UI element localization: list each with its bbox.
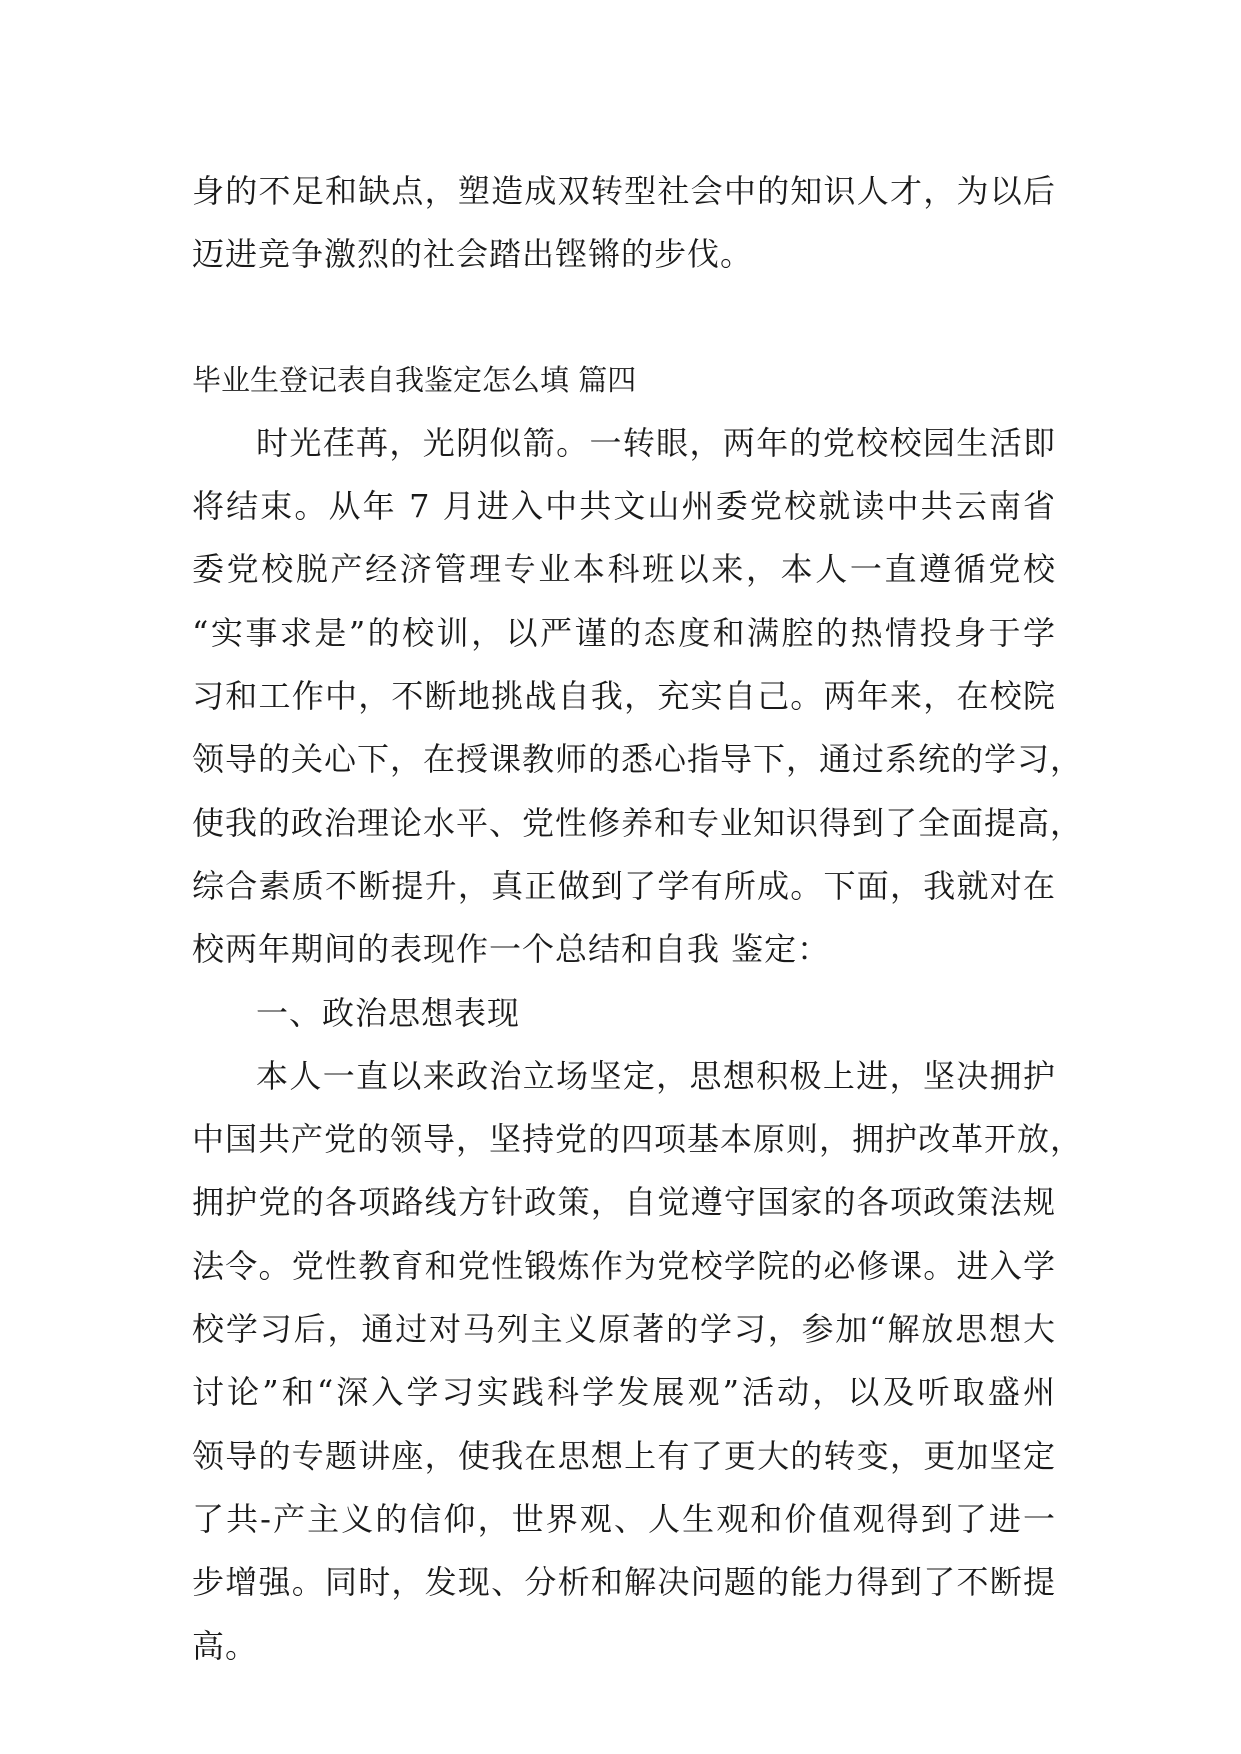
text-line: 使我的政治理论水平、党性修养和专业知识得到了全面提高， (192, 803, 1084, 842)
text-line: 拥护党的各项路线方针政策，自觉遵守国家的各项政策法规 (192, 1183, 1056, 1222)
text-line: 校学习后，通过对马列主义原著的学习，参加“解放思想大 (192, 1310, 1056, 1349)
paragraph-intro-self-assessment (192, 412, 1084, 982)
text-line: 中国共产党的领导，坚持党的四项基本原则，拥护改革开放， (192, 1120, 1084, 1159)
text-line: 迈进竞争激烈的社会踏出铿锵的步伐。 (192, 235, 754, 274)
text-line: 高。 (192, 1626, 259, 1665)
text-line: 本人一直以来政治立场坚定，思想积极上进，坚决拥护 (256, 1056, 1056, 1095)
text-line: 委党校脱产经济管理专业本科班以来，本人一直遵循党校 (192, 550, 1056, 589)
text-line: 校两年期间的表现作一个总结和自我 鉴定： (192, 930, 831, 969)
paragraph-political-thought (192, 1045, 1084, 1678)
document-page (192, 160, 1084, 1678)
text-line: 综合素质不断提升，真正做到了学有所成。下面，我就对在 (192, 866, 1056, 905)
paragraph-gap (192, 287, 1056, 349)
text-line: 法令。党性教育和党性锻炼作为党校学院的必修课。进入学 (192, 1246, 1056, 1285)
section-heading: 毕业生登记表自我鉴定怎么填 篇四 (192, 362, 637, 397)
text-line: 领导的关心下，在授课教师的悉心指导下，通过系统的学习， (192, 740, 1084, 779)
text-line: 讨论”和“深入学习实践科学发展观”活动，以及听取盛州 (192, 1373, 1056, 1412)
intro-paragraph (192, 160, 1056, 287)
text-line: 时光荏苒，光阴似箭。一转眼，两年的党校校园生活即 (256, 423, 1056, 462)
text-line: 将结束。从年 7 月进入中共文山州委党校就读中共云南省 (192, 487, 1056, 526)
text-line: “实事求是”的校训，以严谨的态度和满腔的热情投身于学 (192, 613, 1056, 652)
subheading-political-thought: 一、政治思想表现 (256, 993, 521, 1032)
text-line: 领导的专题讲座，使我在思想上有了更大的转变，更加坚定 (192, 1436, 1056, 1475)
text-line: 习和工作中，不断地挑战自我，充实自己。两年来，在校院 (192, 677, 1056, 716)
text-line: 了共-产主义的信仰，世界观、人生观和价值观得到了进一 (192, 1499, 1056, 1538)
text-line: 身的不足和缺点，塑造成双转型社会中的知识人才，为以后 (192, 172, 1056, 210)
text-line: 步增强。同时，发现、分析和解决问题的能力得到了不断提 (192, 1563, 1056, 1602)
